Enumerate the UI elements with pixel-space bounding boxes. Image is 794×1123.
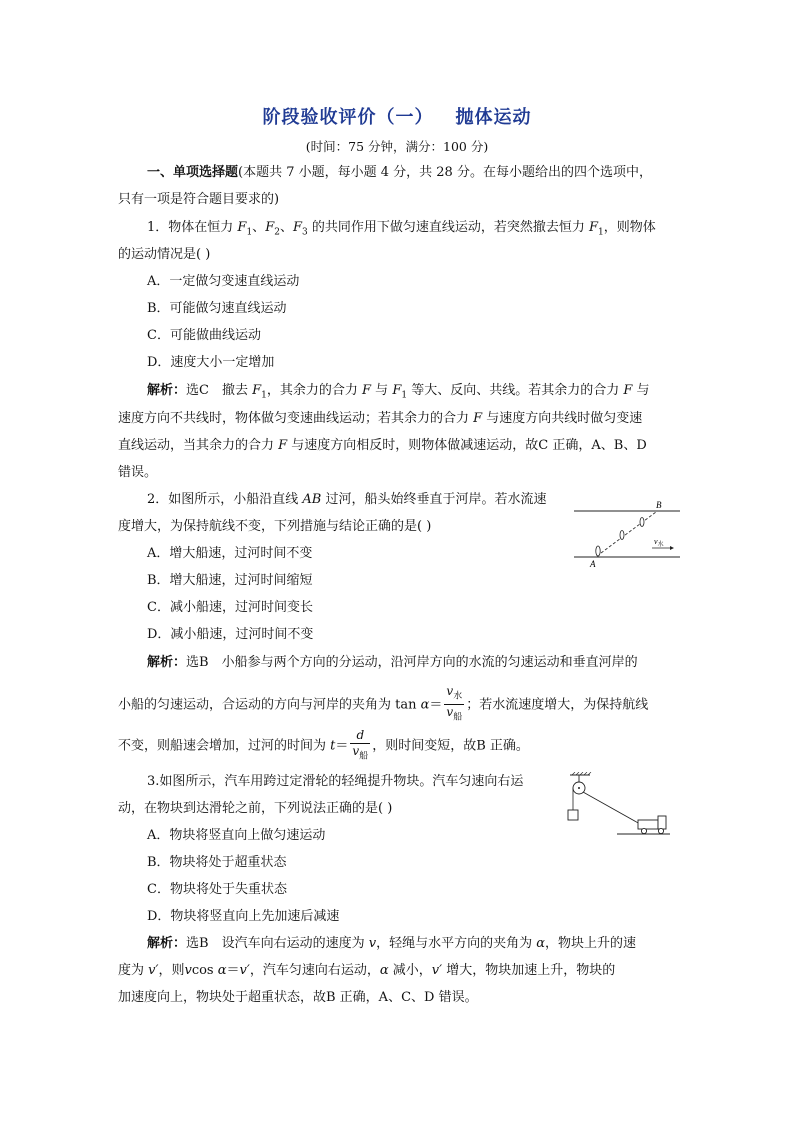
q3-analysis-line1: 解析：选B 设汽车向右运动的速度为 v，轻绳与水平方向的夹角为 α，物块上升的速 [147, 936, 636, 951]
exam-info: (时间：75 分钟，满分：100 分) [305, 139, 489, 154]
q2-option-b: B．增大船速，过河时间缩短 [147, 573, 313, 588]
q1-analysis-line1: 解析：选C 撤去 $F_1$，其余力的合力 F 与 $F_1$ 等大、反向、共线。若其余力的合力 F 与 [147, 383, 650, 401]
q1-option-d: D．速度大小一定增加 [147, 355, 275, 370]
q1-analysis-line4: 错误。 [118, 465, 158, 480]
q2-option-d: D．减小船速，过河时间不变 [147, 627, 314, 642]
pulley-axle [578, 787, 580, 789]
q1-analysis-line3: 直线运动，当其余力的合力 F 与速度方向相反时，则物体做减速运动，故C 正确，A、B、D [118, 438, 647, 453]
q1-option-c: C．可能做曲线运动 [147, 328, 261, 343]
section-instructions-2: 只有一项是符合题目要求的) [118, 192, 280, 207]
q1-stem-line2: 的运动情况是( ) [118, 247, 211, 262]
q3-option-d: D．物块将竖直向上先加速后减速 [147, 909, 340, 924]
q3-option-b: B．物块将处于超重状态 [147, 855, 287, 870]
q2-stem-line2: 度增大，为保持航线不变，下列措施与结论正确的是( ) [118, 519, 432, 534]
tan-fraction: $\frac{v_水}{v_船}$ [446, 684, 463, 723]
q2-analysis-line1: 解析：选B 小船参与两个方向的分运动，沿河岸方向的水流的匀速运动和垂直河岸的 [147, 655, 638, 670]
label-v-water: $v_水$ [654, 537, 664, 548]
truck-wheel-rear [641, 828, 646, 833]
water-flow-arrowhead [670, 546, 674, 550]
label-b: B [656, 500, 662, 510]
q3-pulley-figure [562, 772, 674, 838]
block [568, 810, 578, 820]
page-title [0, 103, 794, 129]
rope-to-truck [583, 792, 640, 824]
q3-stem-line2: 动，在物块到达滑轮之前，下列说法正确的是( ) [118, 801, 393, 816]
q1-option-a: A．一定做匀变速直线运动 [147, 274, 300, 289]
q2-option-c: C．减小船速，过河时间变长 [147, 600, 313, 615]
label-a: A [590, 559, 596, 569]
q3-analysis-line3: 加速度向上，物块处于超重状态，故B 正确，A、C、D 错误。 [118, 990, 478, 1005]
q2-analysis-line3: 不变，则船速会增加，过河的时间为 t＝ $\frac{d}{v_船}$ ，则时间变短，故B 正确。 [118, 728, 529, 764]
q2-river-figure [570, 498, 682, 570]
q3-option-a: A．物块将竖直向上做匀速运动 [147, 828, 326, 843]
truck-body [638, 820, 658, 829]
q2-analysis-line2: 小船的匀速运动，合运动的方向与河岸的夹角为 tan α＝ $\frac{v_水}{v_船}$ ；若水流速度增大，为保持航线 [118, 684, 648, 726]
title-part-a: 阶段验收评价（一） [262, 107, 434, 128]
q2-option-a: A．增大船速，过河时间不变 [147, 546, 313, 561]
truck-cab [658, 816, 666, 829]
section-heading: 一、单项选择题 [147, 165, 239, 180]
section-heading-line [147, 164, 652, 182]
q2-stem-line1: 2．如图所示，小船沿直线 AB 过河，船头始终垂直于河岸。若水流速 [147, 492, 547, 507]
q1-analysis-line2: 速度方向不共线时，物体做匀变速曲线运动；若其余力的合力 F 与速度方向共线时做匀变速 [118, 411, 643, 426]
q3-stem-line1: 3.如图所示，汽车用跨过定滑轮的轻绳提升物块。汽车匀速向右运 [147, 774, 524, 789]
q1-option-b: B．可能做匀速直线运动 [147, 301, 287, 316]
boat-2 [620, 531, 624, 540]
q1-stem-line1: 1．物体在恒力 $F_1$、$F_2$、$F_3$ 的共同作用下做匀速直线运动，若突然撤去恒力 $F_1$，则物体 [147, 220, 656, 238]
title-part-b: 抛体运动 [455, 107, 532, 128]
section-instructions-1: (本题共 7 小题，每小题 4 分，共 28 分。在每小题给出的四个选项中， [238, 165, 652, 180]
q3-analysis-line2: 度为 v′，则vcos α＝v′，汽车匀速向右运动，α 减小，v′ 增大，物块加速上升，物块的 [118, 963, 616, 978]
truck-wheel-front [658, 828, 663, 833]
boat-3 [640, 518, 644, 527]
q3-option-c: C．物块将处于失重状态 [147, 882, 287, 897]
time-fraction: $\frac{d}{v_船}$ [352, 728, 369, 762]
boat-1 [596, 546, 600, 556]
path-ab-line [597, 512, 656, 556]
